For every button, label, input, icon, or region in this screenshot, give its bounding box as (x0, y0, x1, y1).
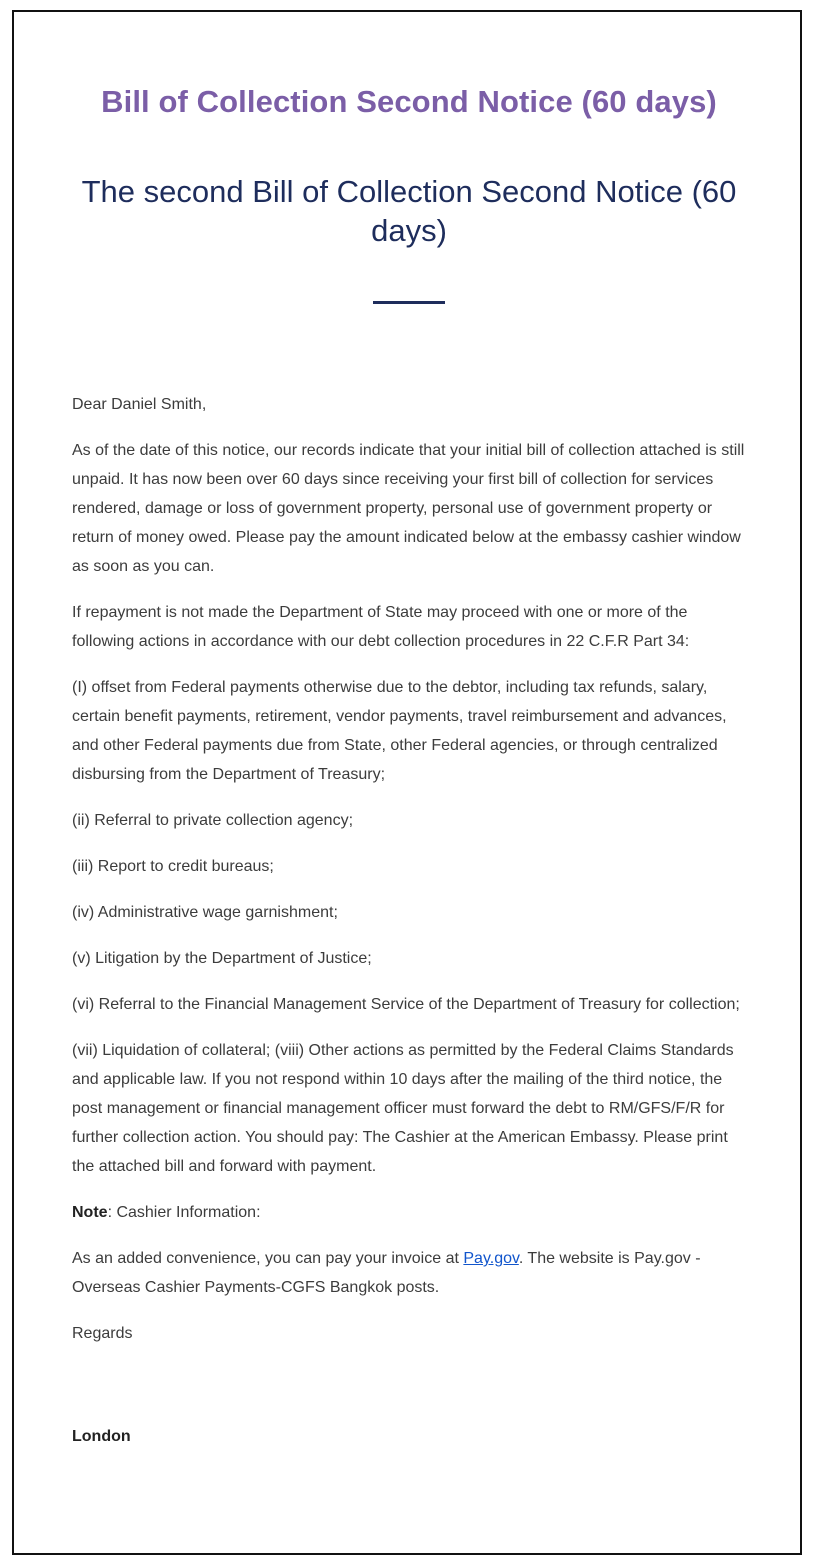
action-item-offset: (I) offset from Federal payments otherwise due to the debtor, including tax refunds, salary, certain benefit payments, retirement, vendor payments, travel reimbursement and advances, and other Federal payments due from State, other Federal agencies, or through centralized disbursing from the Department of Treasury; (72, 679, 727, 783)
greeting: Dear Daniel Smith, (72, 396, 207, 413)
action-item-collateral: (vii) Liquidation of collateral; (viii) Other actions as permitted by the Federal Claims Standards and applicable law. If you not respond within 10 days after the mailing of the third notice, the post management or financial management officer must forward the debt to RM/GFS/F/R for further collection action. You should pay: The Cashier at the American Embassy. Please print the attached bill and forward with payment. (72, 1042, 734, 1175)
convenience-text-after: . The website is Pay.gov - Overseas Cashier Payments-CGFS Bangkok posts. (72, 1250, 701, 1296)
note-label: Note (72, 1204, 108, 1221)
action-item-credit-bureaus: (iii) Report to credit bureaus; (72, 858, 274, 875)
action-item-litigation: (v) Litigation by the Department of Justice; (72, 950, 372, 967)
note-line (72, 1198, 752, 1227)
page-subtitle: The second Bill of Collection Second Notice (60 days) (81, 174, 737, 248)
action-item-wage-garnishment: (iv) Administrative wage garnishment; (72, 904, 338, 921)
note-text: : Cashier Information: (107, 1204, 261, 1221)
letter-body (72, 390, 752, 1365)
heading-divider (373, 301, 445, 304)
page-title: Bill of Collection Second Notice (60 days) (101, 84, 717, 119)
convenience-text-before: As an added convenience, you can pay your invoice at (72, 1250, 464, 1267)
signature: London (72, 1428, 131, 1445)
paragraph-repayment-actions: If repayment is not made the Department of State may proceed with one or more of the following actions in accordance with our debt collection procedures in 22 C.F.R Part 34: (72, 604, 690, 650)
payment-convenience (72, 1244, 752, 1302)
paragraph-unpaid-notice: As of the date of this notice, our records indicate that your initial bill of collection attached is still unpaid. It has now been over 60 days since receiving your first bill of collection for services rendered, damage or loss of government property, personal use of government property or return of money owed. Please pay the amount indicated below at the embassy cashier window as soon as you can. (72, 442, 745, 575)
action-item-treasury-referral: (vi) Referral to the Financial Management Service of the Department of Treasury for collection; (72, 996, 740, 1013)
action-item-collection-agency: (ii) Referral to private collection agency; (72, 812, 354, 829)
pay-gov-link[interactable]: Pay.gov (463, 1250, 519, 1267)
closing: Regards (72, 1325, 133, 1342)
